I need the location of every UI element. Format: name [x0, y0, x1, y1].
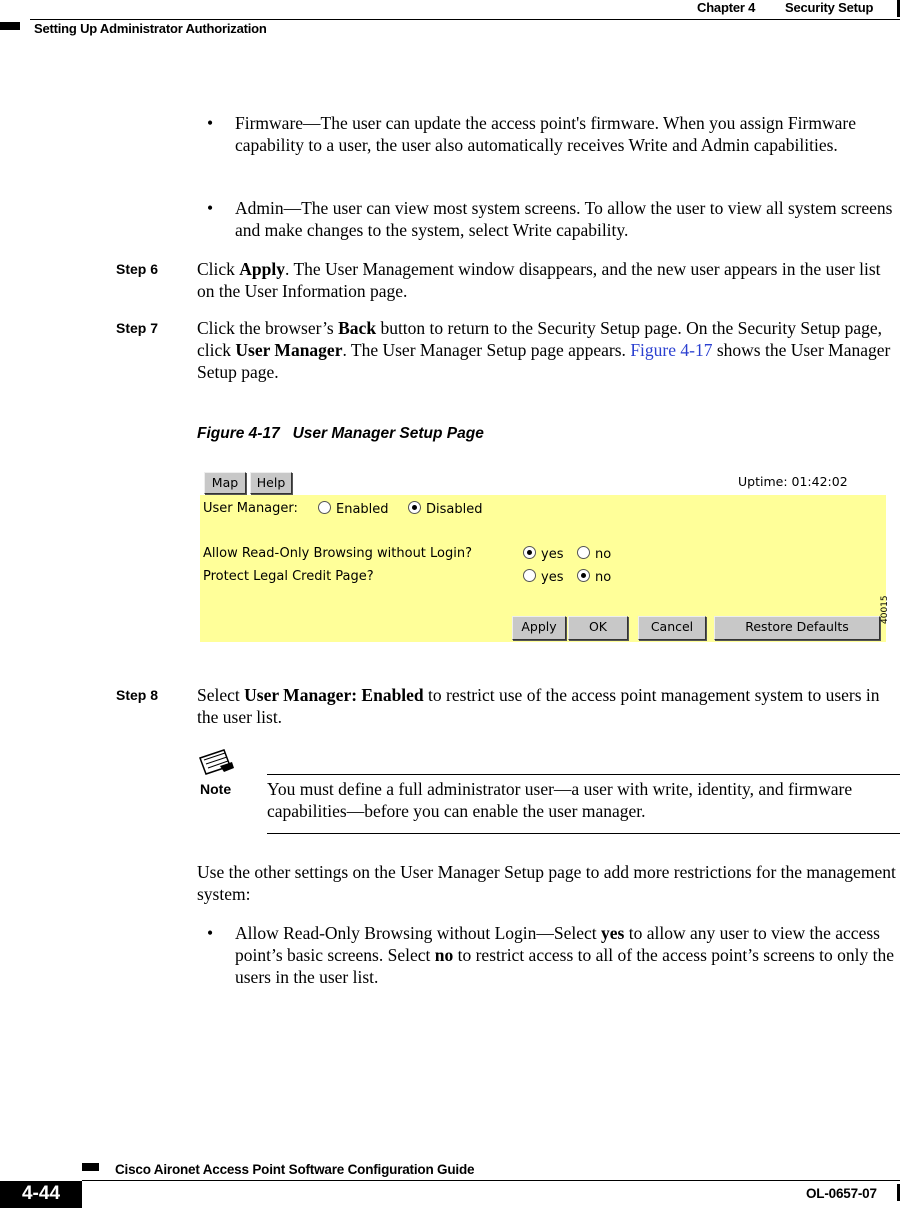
step6-pre: Click — [197, 259, 240, 279]
enabled-radio[interactable] — [318, 501, 331, 514]
note-pencil-icon — [196, 746, 236, 776]
footer-page-number: 4-44 — [21, 1183, 61, 1204]
bullet-firmware — [207, 112, 897, 156]
user-manager-setup-figure — [200, 468, 888, 644]
protect-no-radio[interactable] — [577, 569, 590, 582]
footer-guide-title: Cisco Aironet Access Point Software Configuration Guide — [115, 1162, 475, 1177]
step8-bold: User Manager: Enabled — [244, 685, 424, 705]
bullet-allow-readonly-text — [235, 922, 897, 988]
note-rule-top — [267, 774, 900, 775]
step7-pre: Click the browser’s — [197, 318, 339, 338]
step6-label: Step 6 — [116, 261, 159, 277]
protect-yes-label: yes — [541, 570, 564, 585]
figure-link[interactable]: Figure 4-17 — [630, 340, 713, 360]
header-rule — [30, 19, 900, 20]
step6-text — [197, 258, 899, 302]
uptime-text: Uptime: 01:42:02 — [738, 474, 848, 489]
bullet-mark: • — [207, 923, 214, 943]
header-right-bar — [897, 0, 900, 17]
ok-button[interactable]: OK — [568, 616, 628, 640]
cancel-button[interactable]: Cancel — [638, 616, 706, 640]
step7-bold-back: Back — [338, 318, 377, 338]
protect-no[interactable] — [577, 569, 611, 585]
figure-caption: Figure 4-17 User Manager Setup Page — [197, 425, 484, 442]
step6-post: . The User Management window disappears, and the new user appears in the user list on the User Information page. — [197, 259, 881, 301]
bullet-bottom-pre: Allow Read-Only Browsing without Login—Select — [235, 923, 602, 943]
allow-yes[interactable] — [523, 546, 563, 562]
bullet-mark: • — [207, 198, 214, 218]
footer-left-bar — [82, 1163, 99, 1171]
figure-id: 40015 — [880, 595, 890, 624]
allow-no-radio[interactable] — [577, 546, 590, 559]
bullet-admin-text: Admin—The user can view most system screens. To allow the user to view all system screens and make changes to the system, select Write capability. — [235, 198, 893, 240]
footer-rule — [82, 1180, 900, 1181]
step8-text — [197, 684, 899, 728]
allow-yes-label: yes — [541, 547, 564, 562]
step7-post: . The User Manager Setup page appears. — [342, 340, 631, 360]
bullet-allow-readonly — [207, 922, 897, 988]
header-chapter — [697, 0, 755, 15]
step7-label: Step 7 — [116, 320, 159, 336]
allow-yes-radio[interactable] — [523, 546, 536, 559]
note-text: You must define a full administrator user—a user with write, identity, and firmware capabilities—before you can enable the user manager. — [267, 779, 853, 821]
enabled-label: Enabled — [336, 502, 389, 517]
restore-defaults-button[interactable]: Restore Defaults — [714, 616, 880, 640]
step8-label: Step 8 — [116, 687, 159, 703]
bullet-bottom-mid: to allow any user to view the access point’s basic screens. Select — [235, 923, 880, 965]
step7-text — [197, 317, 899, 383]
chapter-label: Chapter 4 — [697, 0, 756, 15]
header-chapter-title: Security Setup — [785, 0, 874, 15]
protect-yes[interactable] — [523, 569, 563, 585]
step7-bold-user-manager: User Manager — [235, 340, 343, 360]
step7-mid: button to return to the Security Setup page. On the Security Setup page, click — [197, 318, 882, 360]
disabled-label: Disabled — [426, 502, 483, 517]
footer-right-bar — [897, 1184, 900, 1201]
disabled-radio[interactable] — [408, 501, 421, 514]
user-manager-enabled[interactable] — [318, 501, 389, 517]
protect-yes-radio[interactable] — [523, 569, 536, 582]
bullet-firmware-text: Firmware—The user can update the access point's firmware. When you assign Firmware capability to a user, the user also automatically receives Write and Admin capabilities. — [235, 113, 856, 155]
step7-post2: shows the User Manager Setup page. — [197, 340, 891, 382]
step8-pre: Select — [197, 685, 245, 705]
allow-no-label: no — [595, 547, 612, 562]
bullet-mark: • — [207, 113, 214, 133]
bullet-admin — [207, 197, 897, 241]
apply-button[interactable]: Apply — [512, 616, 566, 640]
note-rule-bottom — [267, 833, 900, 834]
protect-legal-label: Protect Legal Credit Page? — [203, 569, 374, 584]
allow-readonly-label: Allow Read-Only Browsing without Login? — [203, 546, 473, 561]
user-manager-label: User Manager: — [203, 501, 298, 516]
help-button[interactable]: Help — [250, 472, 292, 494]
bullet-bottom-yes: yes — [601, 923, 625, 943]
bullet-bottom-post: to restrict access to all of the access point’s screens to only the users in the user list. — [235, 945, 894, 987]
footer-doc-number: OL-0657-07 — [806, 1186, 877, 1201]
step6-bold: Apply — [239, 259, 286, 279]
map-button[interactable]: Map — [204, 472, 246, 494]
step8-post: to restrict use of the access point management system to users in the user list. — [197, 685, 880, 727]
settings-paragraph: Use the other settings on the User Manager Setup page to add more restrictions for the management system: — [197, 862, 896, 904]
bullet-bottom-no: no — [434, 945, 454, 965]
user-manager-disabled[interactable] — [408, 501, 482, 517]
protect-no-label: no — [595, 570, 612, 585]
header-left-block — [0, 22, 20, 30]
allow-no[interactable] — [577, 546, 611, 562]
header-section: Setting Up Administrator Authorization — [34, 21, 267, 36]
note-label: Note — [200, 781, 232, 797]
